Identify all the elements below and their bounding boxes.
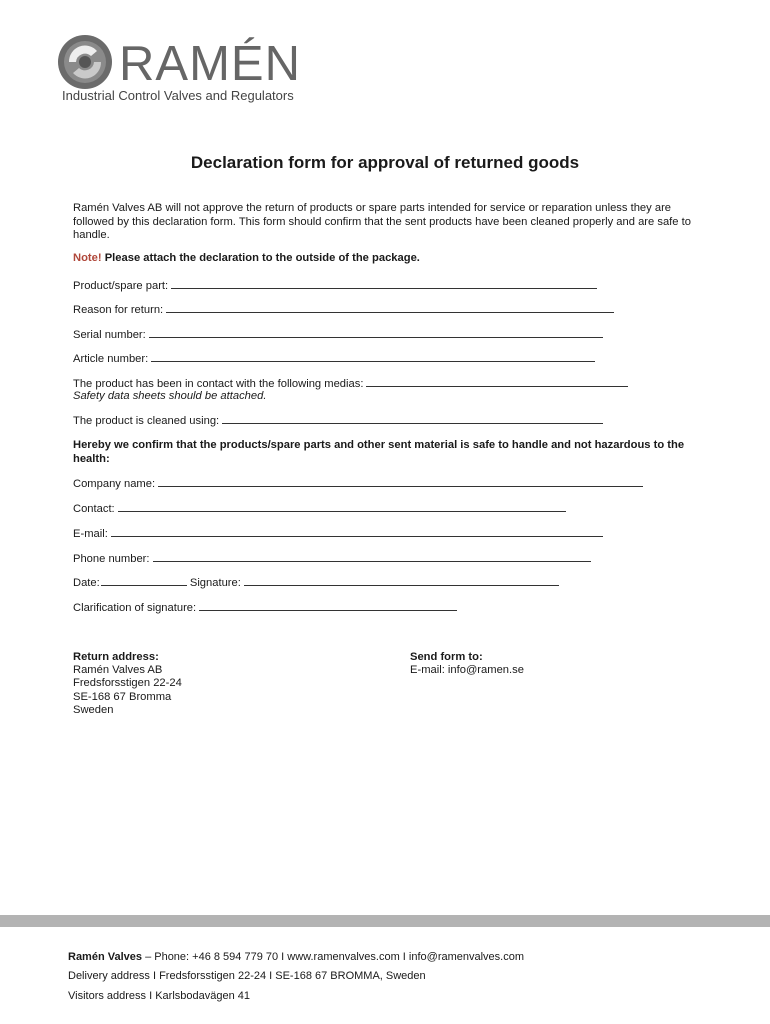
signature-input-line[interactable]	[244, 576, 559, 586]
company-logo	[57, 34, 307, 106]
return-address-line: Sweden	[73, 703, 114, 716]
return-address-line: Ramén Valves AB	[73, 664, 163, 677]
article-label: Article number:	[73, 353, 149, 365]
note-text: Please attach the declaration to the outside of the package.	[104, 252, 420, 264]
contact-label: Contact:	[73, 503, 115, 515]
contact-input-line[interactable]	[118, 502, 566, 512]
intro-paragraph: Ramén Valves AB will not approve the return of products or spare parts intended for service or reparation unless they are followed by this declaration form. This form should confirm that the sent products have been cleaned properly and are safe to handle.	[73, 202, 691, 241]
reason-label: Reason for return:	[73, 304, 164, 316]
cleaned-input-line[interactable]	[222, 414, 603, 424]
return-address-block	[73, 651, 182, 717]
send-form-block	[410, 651, 524, 677]
cleaned-field	[73, 414, 603, 429]
note-label: Note!	[73, 252, 102, 264]
phone-label: Phone number:	[73, 553, 150, 565]
product-input-line[interactable]	[171, 279, 597, 289]
cleaned-label: The product is cleaned using:	[73, 415, 220, 427]
email-label: E-mail:	[73, 528, 108, 540]
product-label: Product/spare part:	[73, 280, 169, 292]
phone-input-line[interactable]	[153, 552, 591, 562]
note-line	[73, 252, 420, 266]
article-input-line[interactable]	[151, 352, 595, 362]
clarification-input-line[interactable]	[199, 601, 457, 611]
confirmation-statement: Hereby we confirm that the products/spare parts and other sent material is safe to handle and not hazardous to the health:	[73, 439, 685, 465]
logo-wordmark: RAMÉN	[119, 37, 301, 91]
form-body	[73, 202, 698, 614]
email-field	[73, 527, 603, 542]
serial-field	[73, 328, 603, 343]
footer-divider	[0, 915, 770, 927]
email-input-line[interactable]	[111, 527, 603, 537]
serial-input-line[interactable]	[149, 328, 603, 338]
reason-field	[73, 303, 614, 318]
footer-line-1	[68, 951, 524, 963]
medias-input-line[interactable]	[366, 377, 628, 387]
date-signature-field	[73, 576, 559, 591]
footer-contact-info: – Phone: +46 8 594 779 70 I www.ramenvalves.com I info@ramenvalves.com	[145, 951, 525, 963]
company-input-line[interactable]	[158, 477, 643, 487]
company-label: Company name:	[73, 478, 156, 490]
article-field	[73, 352, 595, 367]
clarification-field	[73, 601, 457, 616]
send-form-heading: Send form to:	[410, 651, 483, 663]
footer-line-3: Visitors address I Karlsbodavägen 41	[68, 990, 251, 1002]
company-field	[73, 477, 643, 492]
ramen-logo-icon	[57, 34, 113, 90]
footer-line-2: Delivery address I Fredsforsstigen 22-24 I SE-168 67 BROMMA, Sweden	[68, 970, 426, 982]
date-input-line[interactable]	[101, 576, 187, 586]
contact-field	[73, 502, 566, 517]
product-field	[73, 279, 597, 294]
page-title: Declaration form for approval of returned goods	[190, 153, 580, 172]
medias-label: The product has been in contact with the following medias:	[73, 378, 364, 390]
signature-label: Signature:	[189, 577, 241, 589]
clarification-label: Clarification of signature:	[73, 602, 197, 614]
footer-company: Ramén Valves	[68, 951, 142, 963]
send-form-email: E-mail: info@ramen.se	[410, 664, 524, 677]
reason-input-line[interactable]	[166, 303, 614, 313]
date-label: Date:	[73, 577, 100, 589]
logo-tagline: Industrial Control Valves and Regulators	[62, 88, 294, 103]
phone-field	[73, 552, 591, 567]
return-address-line: Fredsforsstigen 22-24	[73, 677, 182, 690]
return-address-heading: Return address:	[73, 651, 159, 663]
serial-label: Serial number:	[73, 329, 146, 341]
medias-note: Safety data sheets should be attached.	[73, 390, 267, 402]
return-address-line: SE-168 67 Bromma	[73, 690, 172, 703]
